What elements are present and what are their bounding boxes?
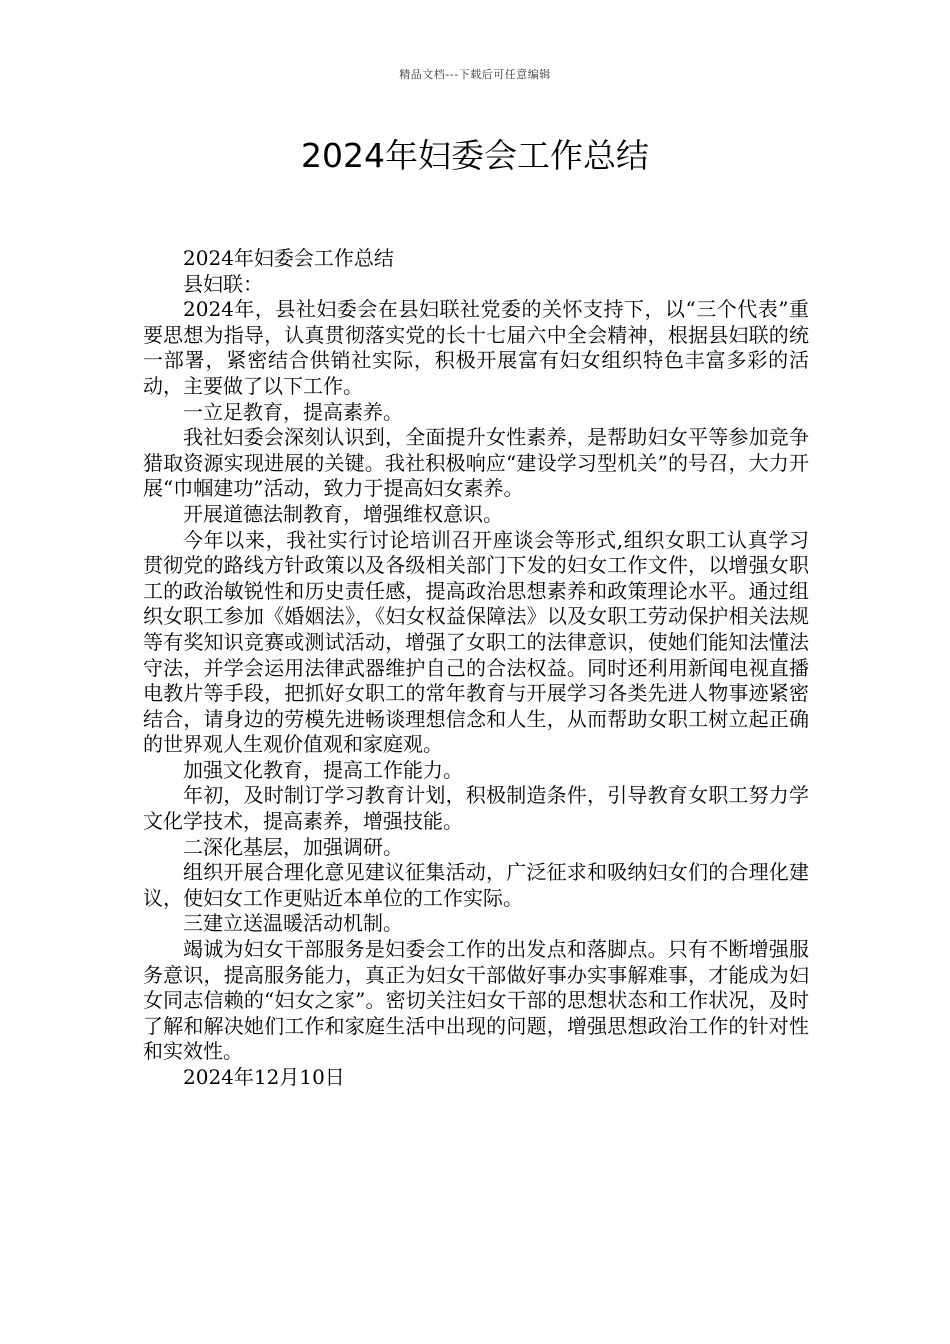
header-note: 精品文档---下载后可任意编辑 <box>399 68 551 81</box>
body-paragraph-law: 今年以来，我社实行讨论培训召开座谈会等形式,组织女职工认真学习贯彻党的路线方针政策以及各级相关部门下发的妇女工作文件，以增强女职工的政治敏锐性和历史责任感，提高政治思想素养和政策理论水平。通过组织女职工参加《婚姻法》，《妇女权益保障法》以及女职工劳动保护相关法规等有奖知识竞赛或测试活动，增强了女职工的法律意识，使她们能知法懂法守法，并学会运用法律武器维护自己的合法权益。同时还利用新闻电视直播电教片等手段，把抓好女职工的常年教育与开展学习各类先进人物事迹紧密结合，请身边的劳模先进畅谈理想信念和人生，从而帮助女职工树立起正确的世界观人生观价值观和家庭观。 <box>143 527 809 757</box>
body-paragraph-education: 我社妇委会深刻认识到，全面提升女性素养，是帮助妇女平等参加竞争猎取资源实现进展的关键。我社积极响应“建设学习型机关”的号召，大力开展“巾帼建功”活动，致力于提高妇女素养。 <box>143 425 809 501</box>
body-paragraph-salutation: 县妇联： <box>183 271 263 296</box>
document-title: 2024年妇委会工作总结 <box>301 136 649 175</box>
section-heading-warmth: 三建立送温暖活动机制。 <box>183 911 403 936</box>
body-paragraph-heading: 2024年妇委会工作总结 <box>183 246 394 270</box>
body-paragraph-culture: 年初，及时制订学习教育计划，积极制造条件，引导教育女职工努力学文化学技术，提高素养，增强技能。 <box>143 783 809 834</box>
subsection-heading-culture: 加强文化教育，提高工作能力。 <box>183 757 463 782</box>
document-date: 2024年12月10日 <box>183 1065 345 1089</box>
document-body <box>143 246 809 1091</box>
body-paragraph-grassroots: 组织开展合理化意见建议征集活动，广泛征求和吸纳妇女们的合理化建议，使妇女工作更贴近本单位的工作实际。 <box>143 860 809 910</box>
body-paragraph-warmth: 竭诚为妇女干部服务是妇委会工作的出发点和落脚点。只有不断增强服务意识，提高服务能力，真正为妇女干部做好事办实事解难事，才能成为妇女同志信赖的“妇女之家”。密切关注妇女干部的思想状态和工作状况，及时了解和解决她们工作和家庭生活中出现的问题，增强思想政治工作的针对性和实效性。 <box>143 937 809 1064</box>
body-paragraph-intro: 2024年，县社妇委会在县妇联社党委的关怀支持下，以“三个代表”重要思想为指导，认真贯彻落实党的长十七届六中全会精神，根据县妇联的统一部署，紧密结合供销社实际，积极开展富有妇女组织特色丰富多彩的活动，主要做了以下工作。 <box>143 297 809 398</box>
section-heading-education: 一立足教育，提高素养。 <box>183 399 403 424</box>
subsection-heading-law: 开展道德法制教育，增强维权意识。 <box>183 501 503 526</box>
section-heading-grassroots: 二深化基层，加强调研。 <box>183 834 403 859</box>
